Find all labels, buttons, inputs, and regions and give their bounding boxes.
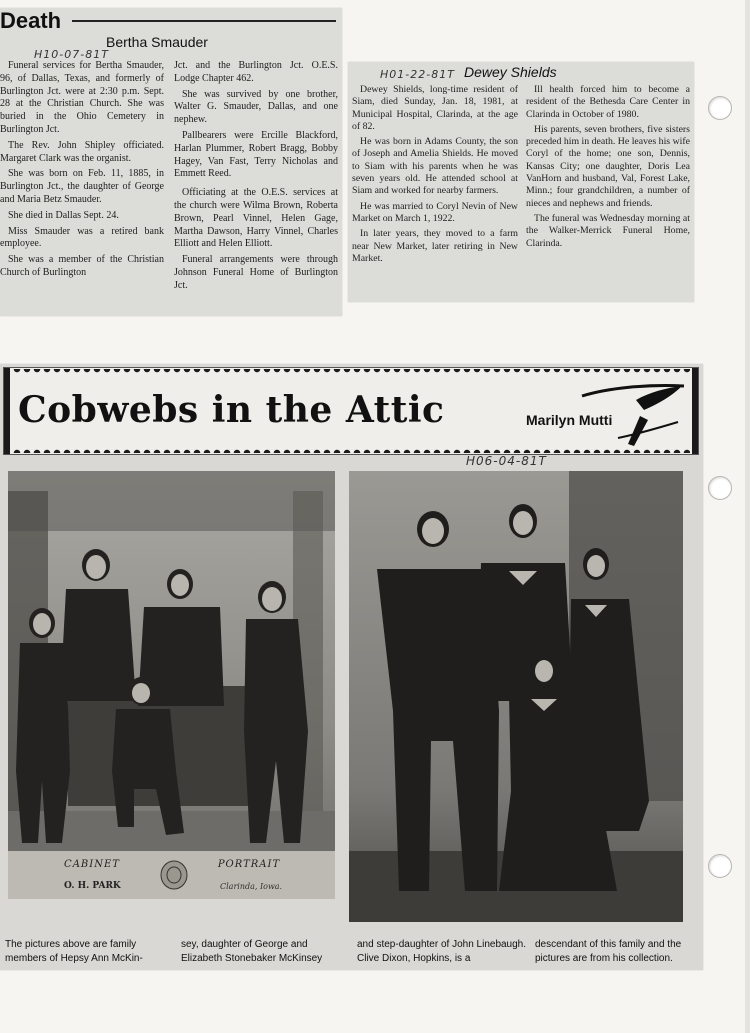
column-banner: [3, 367, 699, 455]
bertha-column-1: [0, 60, 164, 283]
caption-column-2: sey, daughter of George and Elizabeth Stonebaker McKinsey: [181, 939, 323, 964]
bertha-column-2: [174, 60, 338, 296]
dewey-obituary-clipping: [348, 62, 694, 302]
binder-hole-middle: [708, 476, 732, 500]
bertha-paragraph: Officiating at the O.E.S. services at the church were Wilma Brown, Roberta Brown, Pearl Vinnel, Helen Gage, Martha Dawson, Harry Vinnel, Charles Elliott and Helen Elliott.: [174, 187, 338, 250]
studio-name: O. H. PARK: [64, 881, 121, 891]
studio-crest-icon: [154, 859, 194, 891]
bertha-headline: Bertha Smauder: [106, 34, 208, 50]
bertha-paragraph: She was survived by one brother, Walter G. Smauder, Dallas, and one nephew.: [174, 88, 338, 126]
binder-hole-bottom: [708, 854, 732, 878]
banner-border-left: [4, 368, 10, 454]
dewey-paragraph: His parents, seven brothers, five sisters preceded him in death. He leaves his wife Coryl of the home; one son, Dennis, Kansas City; one daughter, Doris Lea VanHorn and husband, Val, Forest Lake, Minn.; four grandchildren, a number of nieces and nephews and friends.: [526, 123, 690, 209]
family-photo-four: [349, 471, 683, 922]
dewey-paragraph: Ill health forced him to become a resident of the Bethesda Care Center in Clarinda in October of 1980.: [526, 84, 690, 120]
bertha-paragraph: She died in Dallas Sept. 24.: [8, 209, 119, 221]
column-author: Marilyn Mutti: [526, 412, 613, 428]
bertha-obituary-clipping: [0, 8, 342, 316]
caption-column-4: descendant of this family and the pictures are from his collection.: [535, 939, 682, 964]
page-edge: [745, 0, 750, 1033]
binder-hole-top: [708, 96, 732, 120]
dewey-headline: Dewey Shields: [464, 64, 557, 80]
death-section-heading: Death: [0, 8, 62, 33]
bertha-paragraph: The Rev. John Shipley officiated. Margaret Clark was the organist.: [0, 139, 164, 164]
quill-signature-icon: [578, 378, 690, 448]
handwritten-dewey-code: H01-22-81T: [380, 68, 455, 81]
family-photo-five: [8, 471, 335, 899]
caption-column-1: The pictures above are family members of Hepsy Ann McKin-: [5, 939, 143, 964]
dewey-paragraph: He was married to Coryl Nevin of New Market on March 1, 1922.: [352, 200, 518, 224]
dewey-column-1: [352, 84, 518, 268]
dewey-paragraph: In later years, they moved to a farm near New Market, later retiring in New Market.: [352, 228, 518, 264]
heading-rule: [72, 20, 336, 22]
dewey-paragraph: The funeral was Wednesday morning at the Walker-Merrick Funeral Home, Clarinda.: [526, 212, 690, 249]
bertha-paragraph: She was a member of the Christian Church of Burlington: [0, 254, 164, 278]
column-title: Cobwebs in the Attic: [18, 389, 445, 431]
bertha-paragraph: Funeral arrangements were through Johnson Funeral Home of Burlington Jct.: [174, 254, 338, 291]
bertha-paragraph: Miss Smauder was a retired bank employee.: [0, 225, 164, 250]
cobwebs-column-clipping: [0, 364, 703, 970]
bertha-paragraph: Pallbearers were Ercille Blackford, Harlan Plummer, Robert Bragg, Bobby Hagey, Van Fast, Terry Nicholas and Emmett Reed.: [174, 129, 338, 180]
dewey-paragraph: Dewey Shields, long-time resident of Siam, died Sunday, Jan. 18, 1981, at Municipal Hospital, Clarinda, at the age of 82.: [352, 84, 518, 132]
photo-illustration: [8, 471, 335, 899]
caption-column-3: and step-daughter of John Linebaugh. Clive Dixon, Hopkins, is a: [357, 939, 527, 964]
portrait-banner-text: PORTRAIT: [217, 859, 281, 870]
bertha-paragraph: She was born on Feb. 11, 1885, in Burlington Jct., the daughter of George and Maria Betz Smauder.: [0, 168, 164, 205]
bertha-paragraph: Funeral services for Bertha Smauder, 96, of Dallas, Texas, and formerly of Burlington Jct. were at 2:30 p.m. Sept. 28 at the Christian Church. She was buried in the Ohio Cemetery in Burlington Jct.: [0, 60, 164, 135]
cabinet-banner-text: CABINET: [64, 859, 120, 870]
banner-border-right: [692, 368, 698, 454]
dewey-column-2: [526, 84, 690, 253]
bertha-paragraph: Jct. and the Burlington Jct. O.E.S. Lodge Chapter 462.: [174, 60, 338, 84]
studio-location: Clarinda, Iowa.: [220, 882, 283, 891]
photo-illustration: [349, 471, 683, 922]
dewey-paragraph: He was born in Adams County, the son of Joseph and Amelia Shields. He moved to Siam with his parents when he was seven years old. He attended school at Siam and worked for nearby farmers.: [352, 136, 518, 197]
handwritten-bertha-code: H10-07-81T: [34, 48, 109, 61]
handwritten-cobwebs-code: H06-04-81T: [466, 454, 547, 468]
